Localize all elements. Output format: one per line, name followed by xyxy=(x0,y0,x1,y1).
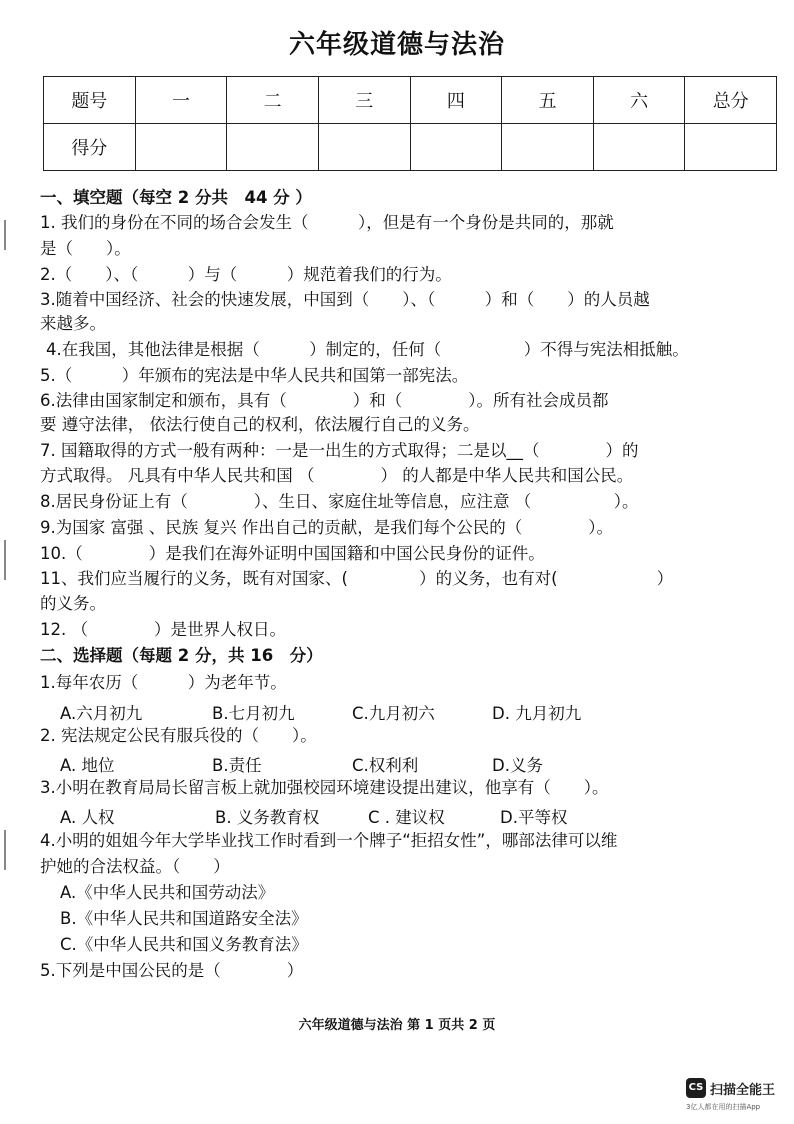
score-blank-cell xyxy=(410,124,502,171)
question-line: 12. （ ）是世界人权日。 xyxy=(40,620,286,639)
question-line: 2. 宪法规定公民有服兵役的（ ）。 xyxy=(40,726,317,745)
option: C.权利利 xyxy=(352,756,419,775)
score-header-cell: 三 xyxy=(318,77,410,124)
question-line: 的义务。 xyxy=(40,594,106,613)
score-header-cell: 四 xyxy=(410,77,502,124)
score-blank-cell xyxy=(135,124,227,171)
question-line: 7. 国籍取得的方式一般有两种：一是一出生的方式取得；二是以__（ ）的 xyxy=(40,441,639,460)
option: A. 地位 xyxy=(60,756,115,775)
binding-margin-mark xyxy=(4,540,6,580)
question-line: 10.（ ）是我们在海外证明中国国籍和中国公民身份的证件。 xyxy=(40,544,545,563)
question-line: 5.下列是中国公民的是（ ） xyxy=(40,961,304,980)
score-blank-cell xyxy=(318,124,410,171)
score-header-cell: 六 xyxy=(593,77,685,124)
option: B.《中华人民共和国道路安全法》 xyxy=(60,909,308,928)
score-row-label: 得分 xyxy=(44,124,136,171)
question-line: 要 遵守法律， 依法行使自己的权利，依法履行自己的义务。 xyxy=(40,415,480,434)
question-line: 是（ ）。 xyxy=(40,239,131,258)
score-header-cell: 二 xyxy=(227,77,319,124)
section1-heading: 一、填空题（每空 2 分共 44 分 ） xyxy=(40,188,312,207)
score-blank-cell xyxy=(227,124,319,171)
score-blank-cell xyxy=(593,124,685,171)
camscanner-logo-icon: CS xyxy=(686,1078,706,1098)
watermark-subtitle: 3亿人都在用的扫描App xyxy=(686,1103,761,1111)
score-table-header-row xyxy=(44,77,777,124)
score-blank-cell xyxy=(685,124,777,171)
page-footer: 六年级道德与法治 第 1 页共 2 页 xyxy=(298,1018,496,1033)
score-header-cell: 五 xyxy=(502,77,594,124)
question-line: 来越多。 xyxy=(40,314,106,333)
question-line: 1. 我们的身份在不同的场合会发生（ ），但是有一个身份是共同的，那就 xyxy=(40,213,614,232)
score-blank-cell xyxy=(502,124,594,171)
option: D.平等权 xyxy=(500,808,568,827)
binding-margin-mark xyxy=(4,830,6,870)
option: A. 人权 xyxy=(60,808,115,827)
option: C.《中华人民共和国义务教育法》 xyxy=(60,935,308,954)
score-header-cell: 题号 xyxy=(44,77,136,124)
option: C . 建议权 xyxy=(368,808,445,827)
question-line: 6.法律由国家制定和颁布，具有（ ）和（ ）。所有社会成员都 xyxy=(40,391,609,410)
question-line: 方式取得。 凡具有中华人民共和国 （ ） 的人都是中华人民共和国公民。 xyxy=(40,466,634,485)
question-line: 11、我们应当履行的义务，既有对国家、( ）的义务，也有对( ） xyxy=(40,569,674,588)
option: B.责任 xyxy=(212,756,262,775)
option: B.七月初九 xyxy=(212,704,295,723)
scanner-watermark xyxy=(686,1078,786,1118)
question-line: 2.（ ）、（ ）与（ ）规范着我们的行为。 xyxy=(40,265,452,284)
score-table xyxy=(43,76,777,171)
question-line: 护她的合法权益。（ ） xyxy=(40,857,230,876)
question-line: 3.小明在教育局局长留言板上就加强校园环境建设提出建议，他享有（ ）。 xyxy=(40,778,609,797)
question-line: 4.小明的姐姐今年大学毕业找工作时看到一个牌子“拒招女性”，哪部法律可以维 xyxy=(40,831,618,850)
question-line: 8.居民身份证上有（ ）、生日、家庭住址等信息，应注意 （ ）。 xyxy=(40,492,639,511)
option: D. 九月初九 xyxy=(492,704,582,723)
question-line: 4.在我国，其他法律是根据（ ）制定的，任何（ ）不得与宪法相抵触。 xyxy=(46,340,689,359)
score-table-score-row xyxy=(44,124,777,171)
option: D.义务 xyxy=(492,756,543,775)
question-line: 9.为国家 富强 、民族 复兴 作出自己的贡献，是我们每个公民的（ ）。 xyxy=(40,518,613,537)
question-line: 3.随着中国经济、社会的快速发展，中国到（ ）、（ ）和（ ）的人员越 xyxy=(40,290,650,309)
page-title: 六年级道德与法治 xyxy=(288,30,505,60)
question-line: 1.每年农历（ ）为老年节。 xyxy=(40,673,287,692)
binding-margin-mark xyxy=(4,220,6,250)
option: A.《中华人民共和国劳动法》 xyxy=(60,883,275,902)
score-header-cell: 总分 xyxy=(685,77,777,124)
section2-heading: 二、选择题（每题 2 分，共 16 分） xyxy=(40,646,323,665)
score-header-cell: 一 xyxy=(135,77,227,124)
option: B. 义务教育权 xyxy=(215,808,320,827)
watermark-name: 扫描全能王 xyxy=(710,1083,776,1098)
option: C.九月初六 xyxy=(352,704,435,723)
option: A.六月初九 xyxy=(60,704,143,723)
question-line: 5.（ ）年颁布的宪法是中华人民共和国第一部宪法。 xyxy=(40,366,469,385)
